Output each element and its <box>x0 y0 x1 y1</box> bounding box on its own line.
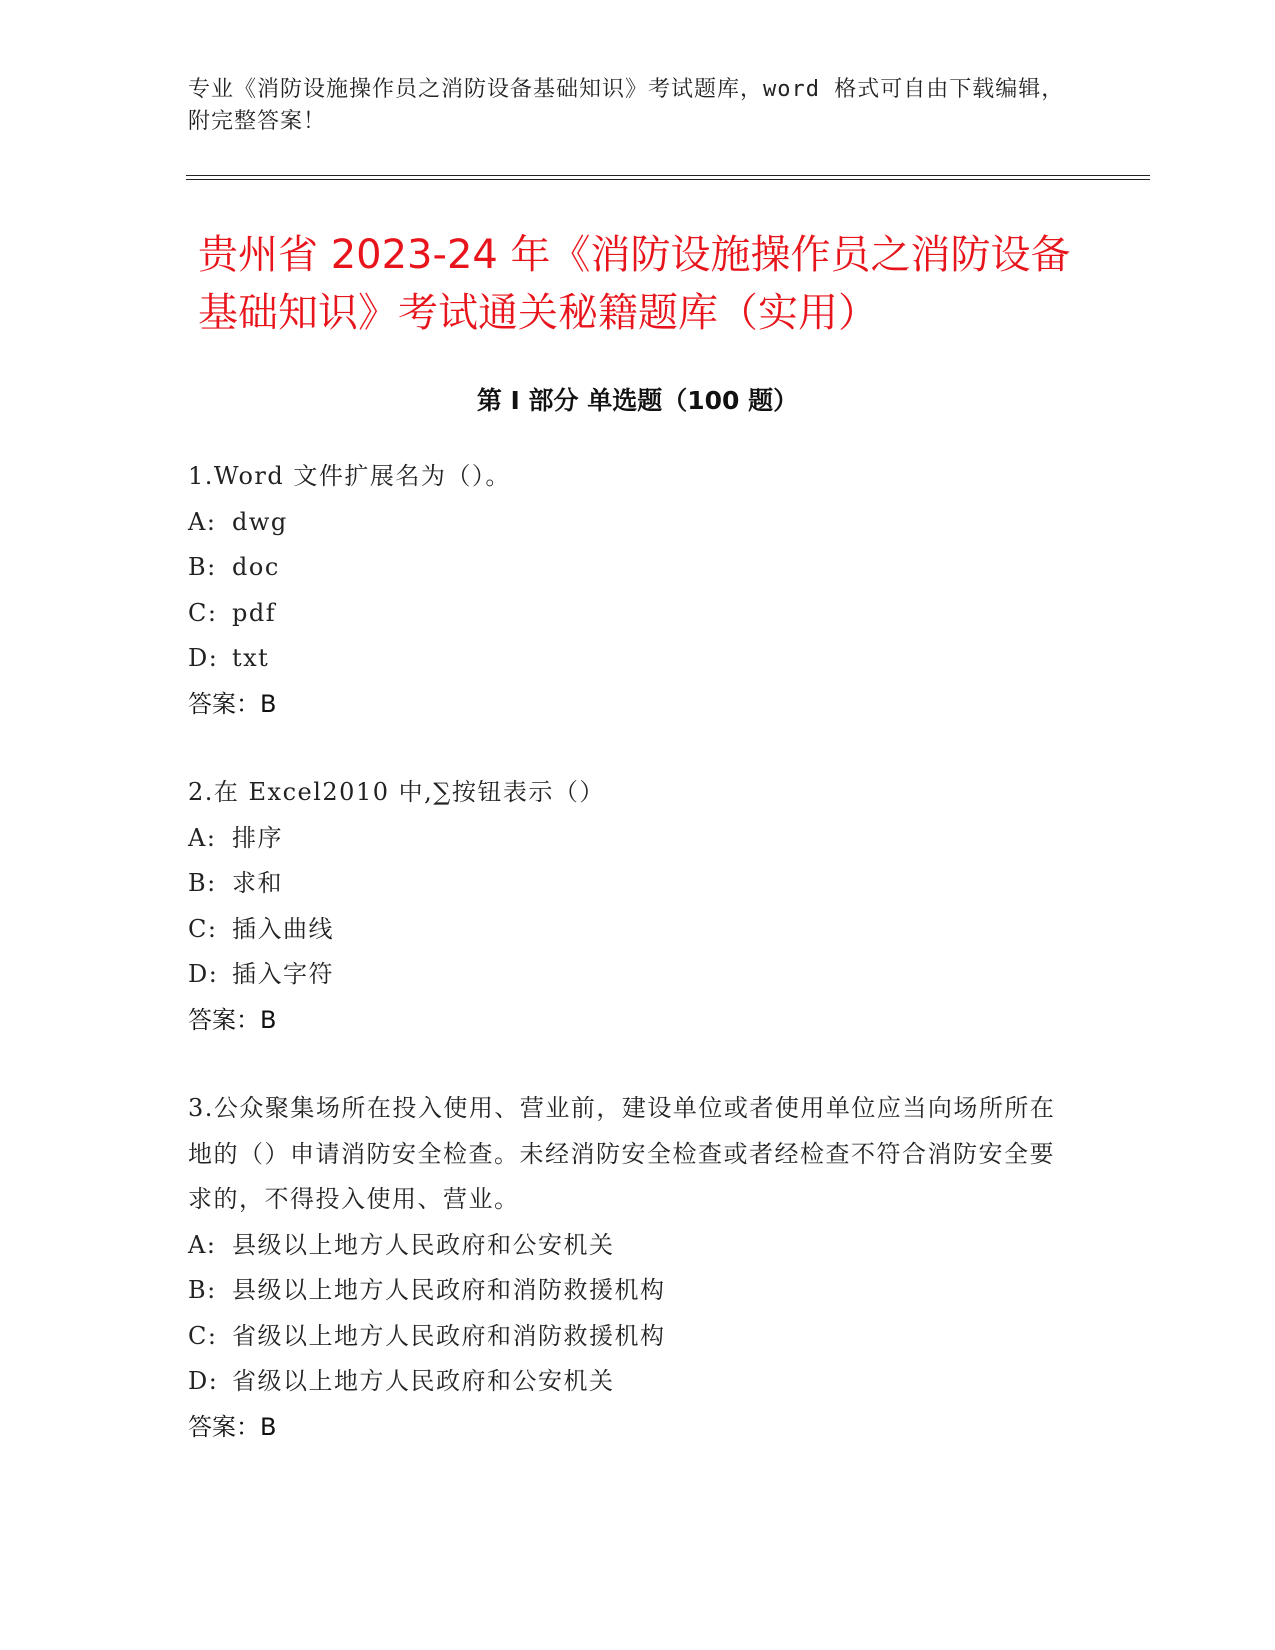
question-2 <box>188 770 1068 1043</box>
question-3 <box>188 1086 1068 1450</box>
option-text: 县级以上地方人民政府和公安机关 <box>232 1230 615 1259</box>
header-note: 专业《消防设施操作员之消防设备基础知识》考试题库，word 格式可自由下载编辑，附完整答案！ <box>188 77 1065 134</box>
question-text: 2.在 Excel2010 中,∑按钮表示（） <box>188 778 605 806</box>
option-letter: B: <box>188 1276 217 1304</box>
question-1 <box>188 454 1068 727</box>
option-b <box>188 545 1068 591</box>
option-letter: C: <box>188 1321 218 1350</box>
option-a <box>188 500 1068 546</box>
option-a <box>188 1223 1068 1269</box>
option-d <box>188 636 1068 682</box>
option-text: 插入曲线 <box>232 914 334 943</box>
option-letter: A: <box>188 823 217 852</box>
option-text: doc <box>232 553 280 581</box>
answer: 答案：B <box>188 1005 277 1034</box>
option-letter: B: <box>188 869 217 897</box>
option-text: 插入字符 <box>232 960 334 988</box>
option-letter: D: <box>188 644 219 672</box>
option-letter: C: <box>188 914 218 943</box>
option-b <box>188 861 1068 907</box>
option-text: 求和 <box>232 869 283 897</box>
option-text: txt <box>232 644 270 672</box>
option-text: 县级以上地方人民政府和消防救援机构 <box>232 1276 666 1304</box>
option-letter: D: <box>188 960 219 988</box>
option-letter: B: <box>188 553 217 581</box>
option-a <box>188 816 1068 862</box>
option-text: dwg <box>232 507 288 536</box>
option-d <box>188 952 1068 998</box>
question-text: 1.Word 文件扩展名为（）。 <box>188 462 511 490</box>
answer: 答案：B <box>188 689 277 718</box>
option-letter: D: <box>188 1367 219 1395</box>
option-c <box>188 1314 1068 1360</box>
option-letter: A: <box>188 1230 217 1259</box>
option-letter: A: <box>188 507 217 536</box>
question-text: 3.公众聚集场所在投入使用、营业前，建设单位或者使用单位应当向场所所在地的（）申请消防安全检查。未经消防安全检查或者经检查不符合消防安全要求的，不得投入使用、营业。 <box>188 1094 1056 1213</box>
header-divider <box>186 175 1150 180</box>
answer: 答案：B <box>188 1412 277 1441</box>
option-b <box>188 1268 1068 1314</box>
option-d <box>188 1359 1068 1405</box>
option-c <box>188 907 1068 953</box>
option-text: 排序 <box>232 823 283 852</box>
option-c <box>188 591 1068 637</box>
option-text: pdf <box>232 598 277 627</box>
section-title: 第 I 部分 单选题（100 题） <box>476 386 799 415</box>
document-title: 贵州省 2023-24 年《消防设施操作员之消防设备基础知识》考试通关秘籍题库（实用） <box>198 232 1071 336</box>
option-letter: C: <box>188 598 218 627</box>
option-text: 省级以上地方人民政府和公安机关 <box>232 1367 615 1395</box>
option-text: 省级以上地方人民政府和消防救援机构 <box>232 1321 666 1350</box>
